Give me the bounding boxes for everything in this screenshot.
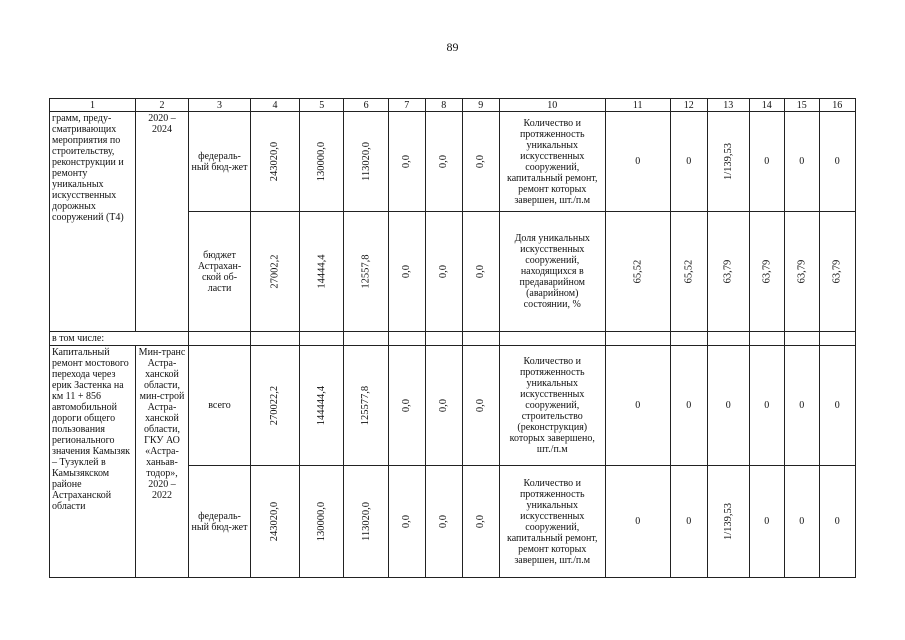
indicator-value: 63,79 — [722, 259, 734, 284]
indicator-text: Количество и протяженность уникальных искусственных сооружений, строительство (реконструкция) которых завершено, шт./п.м — [499, 346, 605, 466]
col-header: 8 — [425, 99, 462, 112]
col-header: 12 — [670, 99, 707, 112]
value-cell: 0,0 — [475, 398, 487, 413]
indicator-value: 0 — [749, 466, 784, 578]
col-header: 3 — [189, 99, 251, 112]
header-row — [50, 99, 856, 112]
funding-source: всего — [189, 346, 251, 466]
col-header: 4 — [251, 99, 300, 112]
indicator-value: 0 — [670, 112, 707, 212]
indicator-value: 0 — [819, 112, 855, 212]
value-cell: 144444,4 — [316, 385, 328, 426]
indicator-text: Доля уникальных искусственных сооружений, находящихся в предаварийном (аварийном) состоянии, % — [499, 212, 605, 332]
indicator-value: 1/139,53 — [722, 502, 734, 541]
indicator-value: 63,79 — [761, 259, 773, 284]
indicator-value: 0 — [819, 466, 855, 578]
value-cell: 14444,4 — [316, 254, 328, 289]
col-header: 16 — [819, 99, 855, 112]
funding-source: бюджет Астрахан-ской об-ласти — [189, 212, 251, 332]
funding-source: федераль-ный бюд-жет — [189, 112, 251, 212]
indicator-value: 63,79 — [831, 259, 843, 284]
value-cell: 0,0 — [401, 264, 413, 279]
value-cell: 0,0 — [401, 514, 413, 529]
indicator-value: 0 — [784, 466, 819, 578]
value-cell: 0,0 — [475, 264, 487, 279]
indicator-value: 0 — [749, 112, 784, 212]
program-name: грамм, преду-сматривающих мероприятия по строительству, реконструкции и ремонту уникальных искусственных дорожных сооружений (Т4) — [50, 112, 136, 332]
value-cell: 130000,0 — [316, 141, 328, 182]
funding-source: федераль-ный бюд-жет — [189, 466, 251, 578]
program-period: 2020 – 2024 — [136, 112, 189, 332]
col-header: 13 — [707, 99, 749, 112]
indicator-value: 0 — [707, 346, 749, 466]
value-cell: 27002,2 — [269, 254, 281, 289]
indicator-value: 0 — [819, 346, 855, 466]
col-header: 2 — [136, 99, 189, 112]
page-number: 89 — [446, 40, 459, 54]
indicator-value: 0 — [605, 112, 670, 212]
indicator-value: 0 — [605, 346, 670, 466]
measure-executor: Мин-транс Астра-ханской области, мин-строй Астра-ханской области, ГКУ АО «Астра-ханьав-тодор», 2020 – 2022 — [136, 346, 189, 578]
indicator-value: 63,79 — [796, 259, 808, 284]
subheader-row — [50, 332, 856, 346]
indicator-value: 0 — [784, 112, 819, 212]
value-cell: 125577,8 — [360, 385, 372, 426]
measure-name: Капитальный ремонт мостового перехода через ерик Застенка на км 11 + 856 автомобильной дороги общего пользования регионального значения Камызяк – Тузуклей в Камызякском районе Астраханской области — [50, 346, 136, 578]
value-cell: 0,0 — [438, 154, 450, 169]
indicator-value: 0 — [605, 466, 670, 578]
col-header: 6 — [344, 99, 388, 112]
indicator-value: 0 — [749, 346, 784, 466]
indicator-text: Количество и протяженность уникальных искусственных сооружений, капитальный ремонт, ремонт которых завершен, шт./п.м — [499, 466, 605, 578]
value-cell: 12557,8 — [360, 254, 372, 289]
value-cell: 243020,0 — [269, 501, 281, 542]
subheader-text: в том числе: — [50, 332, 189, 346]
col-header: 14 — [749, 99, 784, 112]
value-cell: 0,0 — [438, 514, 450, 529]
col-header: 15 — [784, 99, 819, 112]
indicator-value: 65,52 — [632, 259, 644, 284]
col-header: 9 — [462, 99, 499, 112]
value-cell: 0,0 — [401, 398, 413, 413]
indicator-text: Количество и протяженность уникальных искусственных сооружений, капитальный ремонт, ремонт которых завершен, шт./п.м — [499, 112, 605, 212]
value-cell: 130000,0 — [316, 501, 328, 542]
indicator-value: 1/139,53 — [722, 142, 734, 181]
value-cell: 0,0 — [475, 154, 487, 169]
value-cell: 0,0 — [475, 514, 487, 529]
table-row — [50, 346, 856, 466]
col-header: 10 — [499, 99, 605, 112]
table-row — [50, 112, 856, 212]
indicator-value: 0 — [670, 346, 707, 466]
col-header: 7 — [388, 99, 425, 112]
value-cell: 0,0 — [401, 154, 413, 169]
program-table — [49, 98, 856, 578]
value-cell: 113020,0 — [360, 142, 372, 181]
value-cell: 0,0 — [438, 398, 450, 413]
indicator-value: 0 — [784, 346, 819, 466]
value-cell: 113020,0 — [360, 502, 372, 541]
value-cell: 243020,0 — [269, 141, 281, 182]
indicator-value: 0 — [670, 466, 707, 578]
col-header: 1 — [50, 99, 136, 112]
value-cell: 0,0 — [438, 264, 450, 279]
col-header: 5 — [300, 99, 344, 112]
col-header: 11 — [605, 99, 670, 112]
value-cell: 270022,2 — [269, 385, 281, 426]
indicator-value: 65,52 — [683, 259, 695, 284]
